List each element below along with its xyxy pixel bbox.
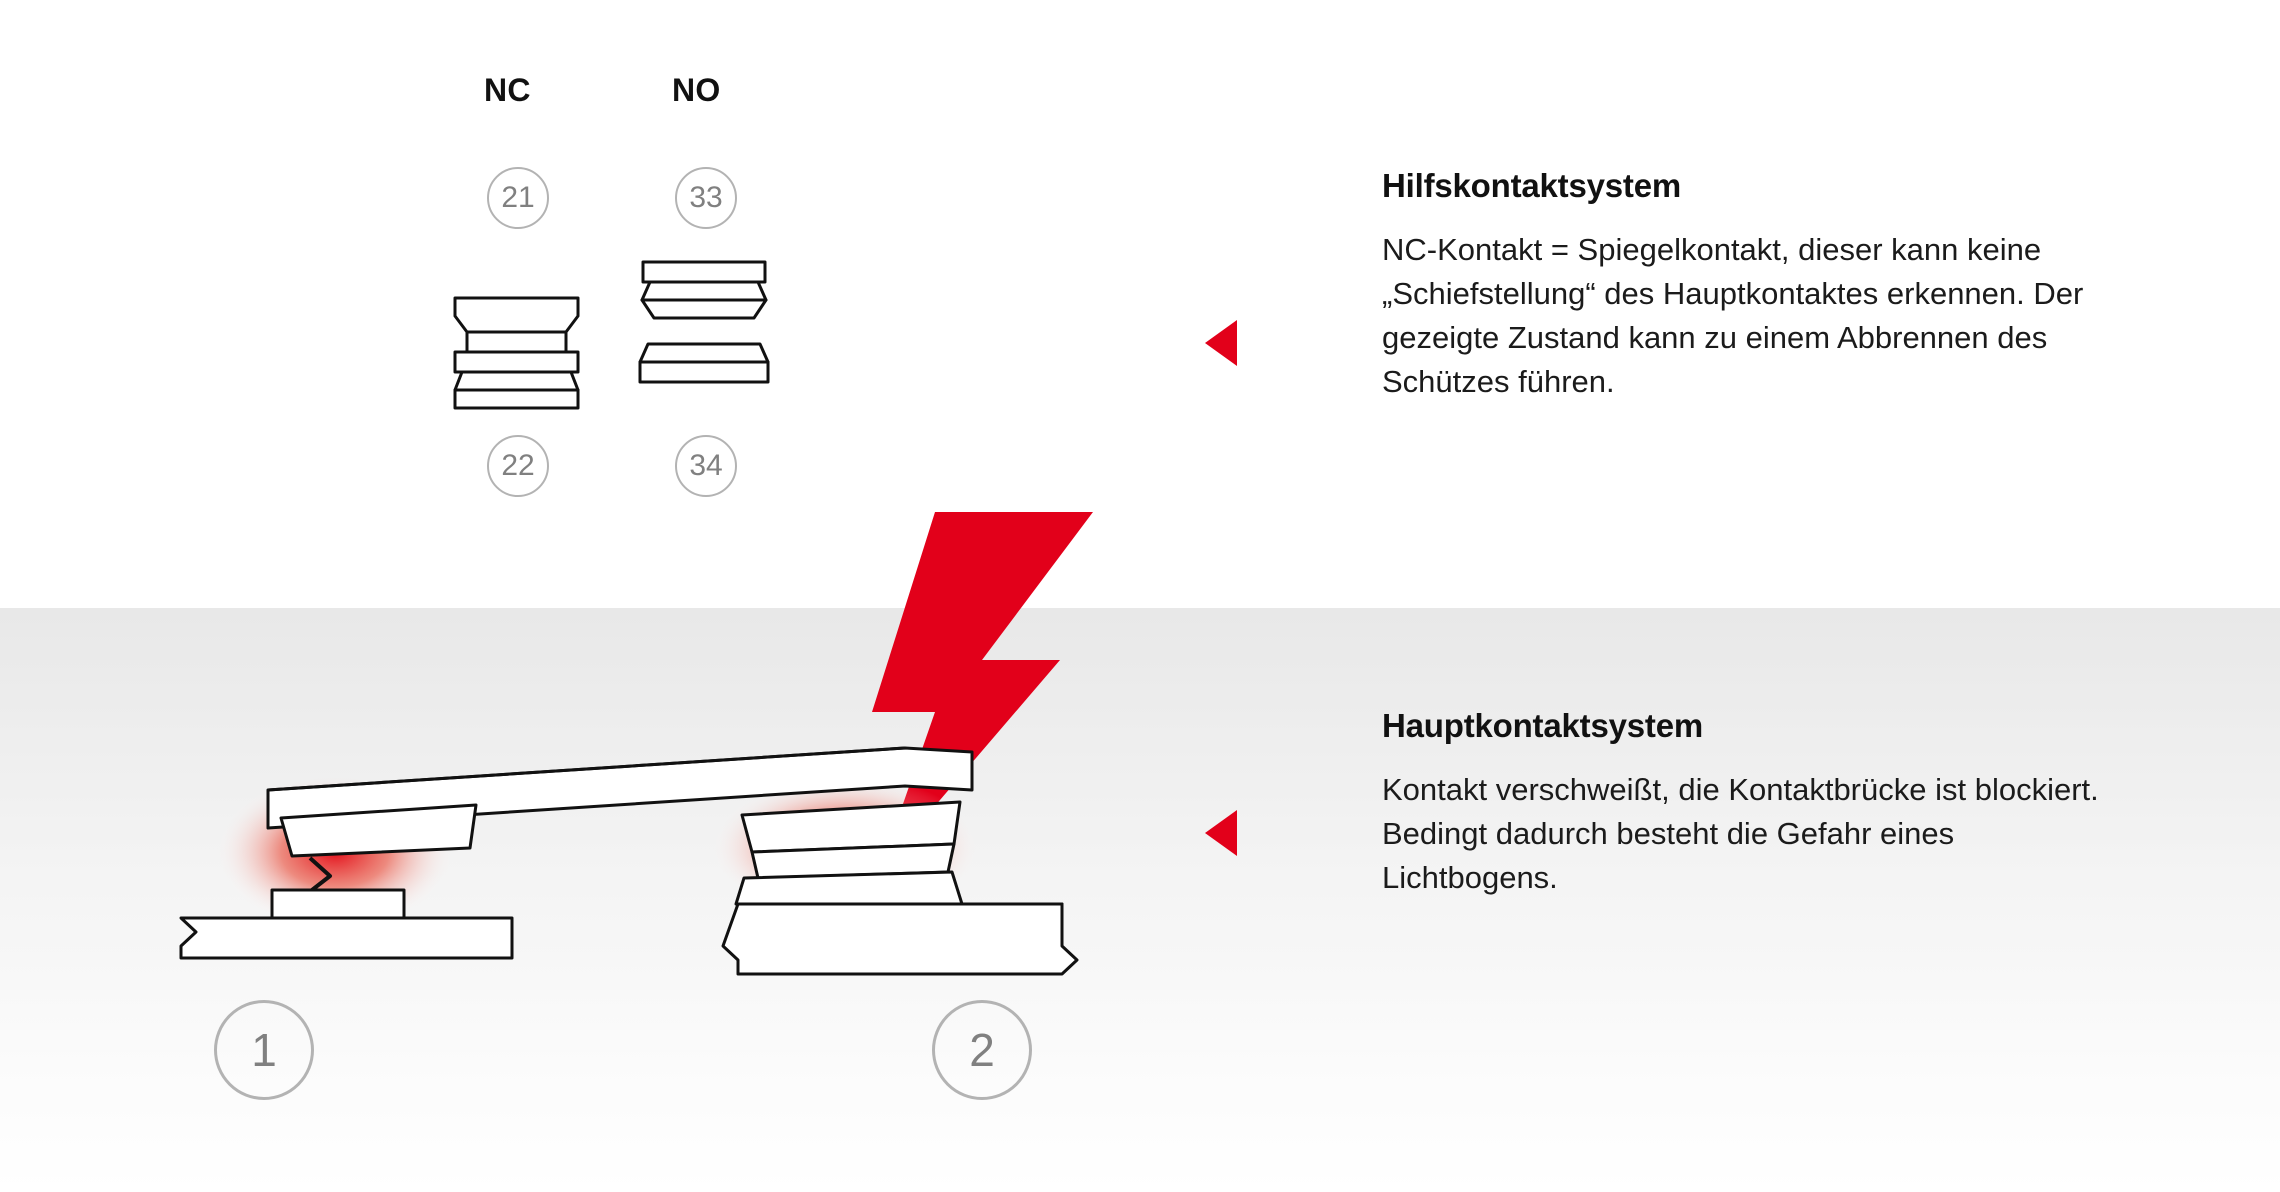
main-section-title: Hauptkontaktsystem	[1382, 707, 1703, 744]
aux-contact-no	[640, 262, 768, 382]
aux-contact-nc	[455, 298, 578, 408]
terminal-badge-21: 21	[487, 167, 549, 229]
aux-section-title: Hilfskontaktsystem	[1382, 167, 1682, 204]
terminal-badge-33: 33	[675, 167, 737, 229]
column-header-nc: NC	[484, 72, 531, 108]
main-section-body: Kontakt verschweißt, die Kontaktbrücke ist blockiert. Bedingt dadurch besteht die Gefahr eines Lichtbogens.	[1382, 772, 2099, 896]
pointer-triangle-main-icon	[1205, 810, 1237, 856]
pointer-triangle-aux-icon	[1205, 320, 1237, 366]
aux-section-body: NC-Kontakt = Spiegelkontakt, dieser kann keine „Schiefstellung“ des Hauptkontaktes erkennen. Der gezeigte Zustand kann zu einem Abbrennen des Schützes führen.	[1382, 232, 2084, 400]
section-main-contact-system	[1382, 708, 2142, 900]
main-contact-right	[723, 802, 1077, 974]
marker-badge-2: 2	[932, 1000, 1032, 1100]
terminal-badge-34: 34	[675, 435, 737, 497]
section-aux-contact-system	[1382, 168, 2142, 404]
terminal-badge-22: 22	[487, 435, 549, 497]
marker-badge-1: 1	[214, 1000, 314, 1100]
column-header-no: NO	[672, 72, 721, 108]
